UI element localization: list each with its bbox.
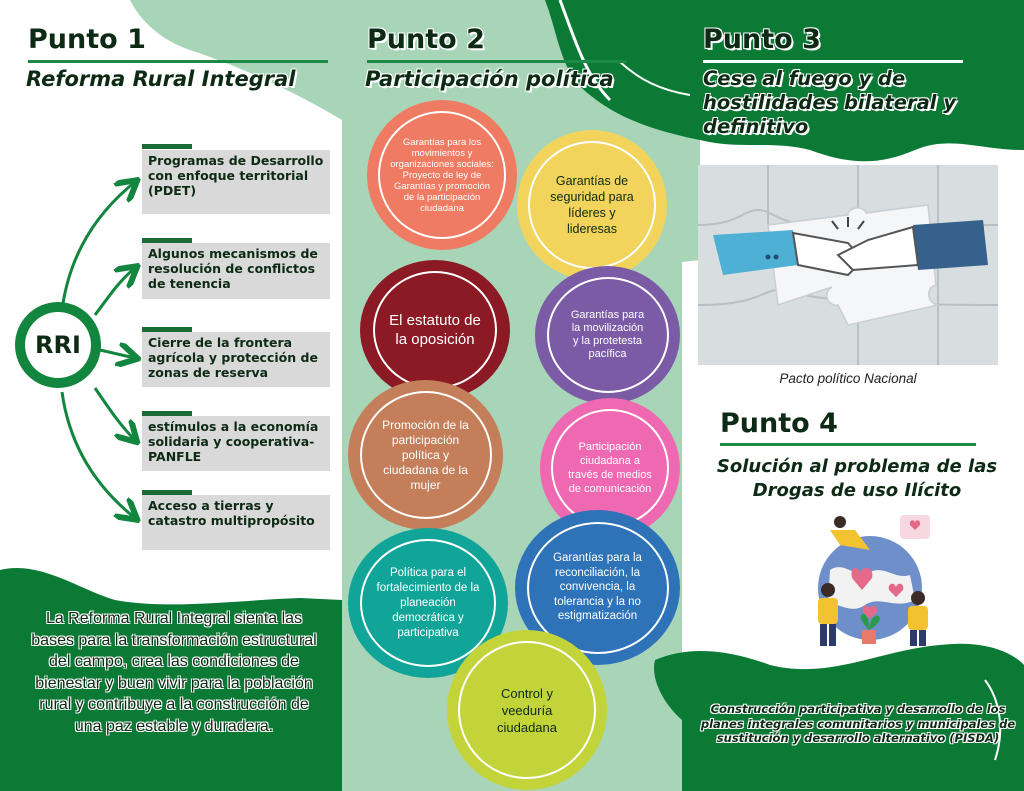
- rri-hub: [15, 302, 101, 388]
- punto1-subtitle: Reforma Rural Integral: [26, 67, 296, 91]
- mechanism-economia: estímulos a la economía solidaria y cooperativa-PANFLE: [142, 416, 330, 471]
- punto3-caption: Pacto político Nacional: [779, 371, 917, 386]
- circle-garantias-movimientos-text: Garantías para los movimientos y organizaciones sociales: Proyecto de ley de Garantías y promoción de la participación ciudadana: [390, 136, 494, 214]
- circle-movilizacion-protesta: [535, 266, 680, 404]
- punto1-title: Punto 1: [28, 24, 146, 55]
- circle-estatuto-oposicion-text: El estatuto de la oposición: [389, 312, 481, 348]
- circle-garantias-movimientos: [367, 100, 517, 250]
- mechanism-tab: [142, 144, 192, 149]
- punto4-title: Punto 4: [720, 408, 838, 439]
- punto1-description: La Reforma Rural Integral sienta las bases para la transformación estructural del campo, crea las condiciones de bienestar y buen vivir para la población rural y contribuye a la construcción de una paz estable y duradera.: [31, 610, 317, 735]
- punto3-rule: [703, 60, 963, 63]
- circle-medios-comunicacion-text: Participación ciudadana a través de medios de comunicación: [568, 441, 652, 495]
- circle-movilizacion-protesta-text: Garantías para la movilización y la protetesta pacífica: [570, 309, 645, 360]
- arrow-to-frontera: [100, 350, 135, 358]
- mechanism-tierras: Acceso a tierras y catastro multipropósito: [142, 495, 330, 550]
- circle-planeacion-democratica-text: Política para el fortalecimiento de la planeación democrática y participativa: [376, 566, 480, 639]
- circle-seguridad-lideres-text: Garantías de seguridad para líderes y lideresas: [550, 174, 634, 236]
- punto3-subtitle: Cese al fuego y de hostilidades bilateral y definitivo: [703, 67, 956, 138]
- handshake-puzzle-icon: [698, 165, 998, 365]
- rri-label: RRI: [35, 331, 81, 359]
- circle-reconciliacion-text: Garantías para la reconciliación, la convivencia, la tolerancia y la no estigmatización: [553, 552, 642, 623]
- punto4-rule: [720, 443, 976, 446]
- arrow-to-tierras: [62, 392, 135, 518]
- punto2-subtitle: Participación política: [365, 67, 614, 91]
- circle-participacion-mujer: [348, 380, 503, 530]
- punto2-title: Punto 2: [367, 24, 485, 55]
- circle-estatuto-oposicion: [360, 260, 510, 400]
- circle-control-veeduria-text: Control y veeduría ciudadana: [497, 685, 557, 735]
- circle-seguridad-lideres: [517, 130, 667, 280]
- arrow-to-tenencia: [95, 268, 135, 315]
- mechanism-pdet: Programas de Desarrollo con enfoque territorial (PDET): [142, 150, 330, 214]
- circle-participacion-mujer-text: Promoción de la participación política y ciudadana de la mujer: [382, 417, 469, 492]
- circle-control-veeduria: [447, 630, 607, 790]
- arrow-to-economia: [95, 388, 135, 440]
- arrow-to-pdet: [62, 182, 135, 310]
- punto4-subtitle: Solución al problema de las Drogas de uso Ilícito: [716, 456, 998, 501]
- mechanism-tenencia: Algunos mecanismos de resolución de conflictos de tenencia: [142, 243, 330, 299]
- punto3-title: Punto 3: [703, 24, 821, 55]
- punto2-rule: [367, 60, 627, 63]
- punto1-rule: [28, 60, 328, 63]
- community-globe-icon: [800, 510, 940, 650]
- punto4-footer: Construcción participativa y desarrollo de los planes integrales comunitarios y municipales de sustitución y desarrollo alternativo (PISDA): [700, 702, 1016, 745]
- mechanism-frontera: Cierre de la frontera agrícola y protección de zonas de reserva: [142, 332, 330, 387]
- rri-hub-inner: [25, 312, 91, 378]
